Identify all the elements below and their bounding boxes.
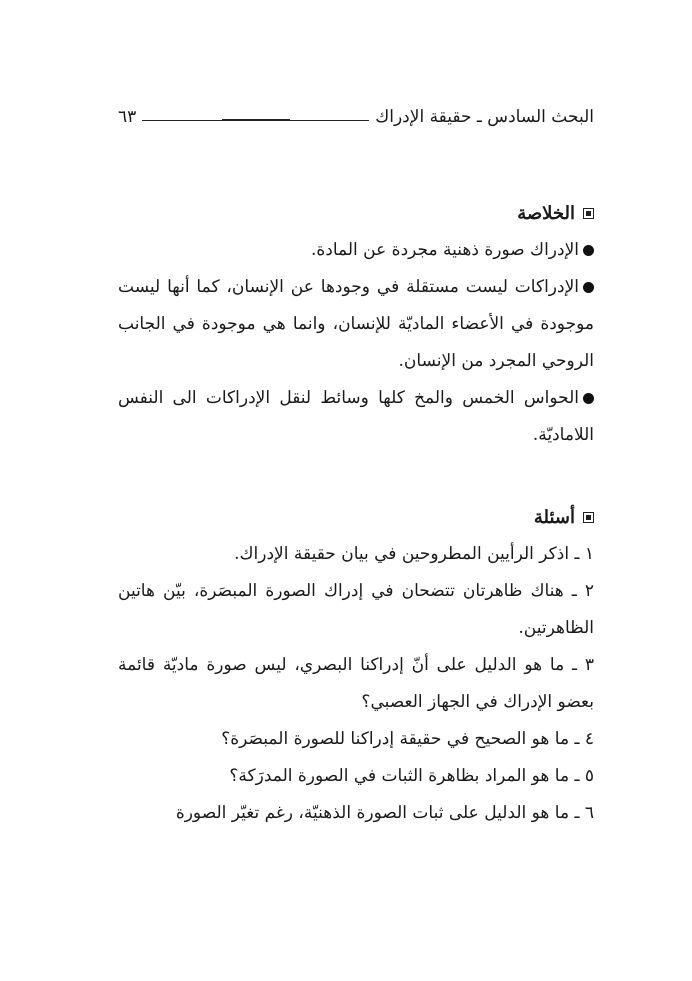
question-item: ٥ ـ ما هو المراد بظاهرة الثبات في الصورة المدرَكة؟: [229, 766, 594, 786]
summary-item: الإدراكات ليست مستقلة في وجودها عن الإنسان، كما أنها ليست موجودة في الأعضاء الماديّة للإنسان، وانما هي موجودة في الجانب الروحي المجرد من الإنسان.: [118, 277, 594, 371]
summary-item: الإدراك صورة ذهنية مجردة عن المادة.: [118, 232, 594, 269]
question-item: ٢ ـ هناك ظاهرتان تتضحان في إدراك الصورة المبصَرة، بيّن هاتين الظاهرتين.: [118, 581, 594, 638]
question-item: ٦ ـ ما هو الدليل على ثبات الصورة الذهنيّة، رغم تغيّر الصورة: [175, 803, 594, 823]
bullet-icon: [583, 282, 594, 293]
bullet-icon: [583, 245, 594, 256]
section-spacer: [118, 454, 594, 499]
chapter-title: البحث السادس ـ حقيقة الإدراك: [375, 107, 594, 127]
page-content: [118, 195, 594, 832]
questions-heading-text: أسئلة: [533, 507, 575, 528]
square-bullet-icon: [583, 208, 594, 219]
page-number: ٦٣: [118, 107, 137, 127]
running-header: [118, 103, 594, 127]
square-bullet-icon: [583, 512, 594, 523]
bullet-icon: [583, 393, 594, 404]
questions-heading: [118, 499, 594, 536]
summary-heading-text: الخلاصة: [517, 203, 575, 224]
question-item: ١ ـ اذكر الرأيين المطروحين في بيان حقيقة الإدراك.: [234, 544, 594, 564]
summary-heading: [118, 195, 594, 232]
question-item: ٤ ـ ما هو الصحيح في حقيقة إدراكنا للصورة المبصَرة؟: [221, 729, 594, 749]
header-rule: [142, 120, 369, 121]
question-item: ٣ ـ ما هو الدليل على أنّ إدراكنا البصري، ليس صورة ماديّة قائمة بعضو الإدراك في الجهاز العصبي؟: [118, 655, 594, 712]
summary-item: الحواس الخمس والمخ كلها وسائط لنقل الإدراكات الى النفس اللاماديّة.: [118, 388, 594, 445]
